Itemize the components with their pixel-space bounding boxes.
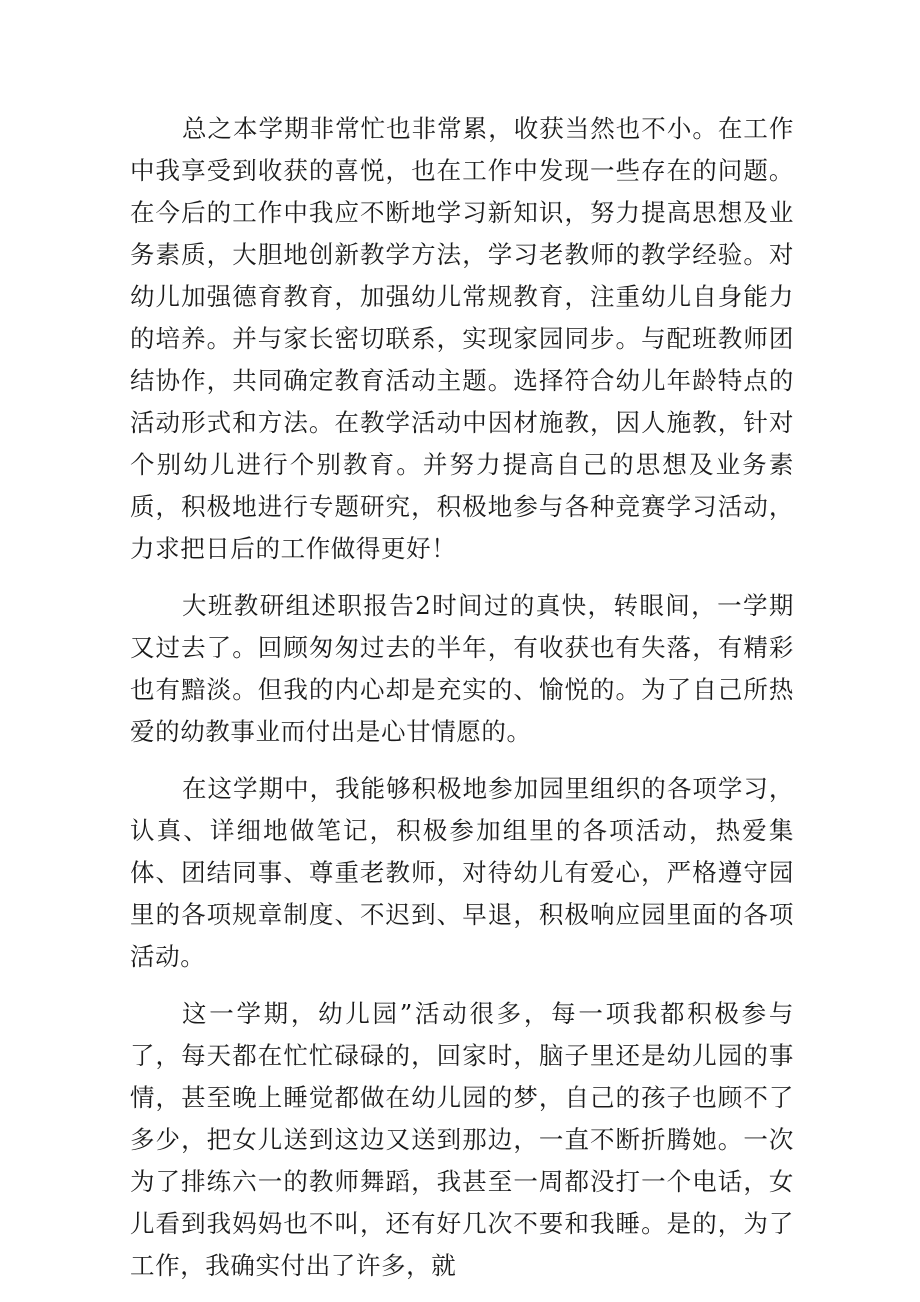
paragraph-summary: 总之本学期非常忙也非常累，收获当然也不小。在工作中我享受到收获的喜悦，也在工作中发现一些存在的问题。在今后的工作中我应不断地学习新知识，努力提高思想及业务素质，大胆地创新教学方法，学习老教师的教学经验。对幼儿加强德育教育，加强幼儿常规教育，注重幼儿自身能力的培养。并与家长密切联系，实现家园同步。与配班教师团结协作，共同确定教育活动主题。选择符合幼儿年龄特点的活动形式和方法。在教学活动中因材施教，因人施教，针对个别幼儿进行个别教育。并努力提高自己的思想及业务素质，积极地进行专题研究，积极地参与各种竞赛学习活动，力求把日后的工作做得更好！ [130, 114, 794, 563]
document-body [130, 108, 794, 1302]
paragraph-study: 在这学期中，我能够积极地参加园里组织的各项学习，认真、详细地做笔记，积极参加组里的各项活动，热爱集体、团结同事、尊重老教师，对待幼儿有爱心，严格遵守园里的各项规章制度、不迟到、早退，积极响应园里面的各项活动。 [130, 774, 794, 971]
paragraph-report-intro: 大班教研组述职报告2时间过的真快，转眼间，一学期又过去了。回顾匆匆过去的半年，有收获也有失落，有精彩也有黯淡。但我的内心却是充实的、愉悦的。为了自己所热爱的幼教事业而付出是心甘情愿的。 [130, 591, 794, 746]
paragraph-activities: 这一学期，幼儿园”活动很多，每一项我都积极参与了，每天都在忙忙碌碌的，回家时，脑子里还是幼儿园的事情，甚至晚上睡觉都做在幼儿园的梦，自己的孩子也顾不了多少，把女儿送到这边又送到那边，一直不断折腾她。一次为了排练六一的教师舞蹈，我甚至一周都没打一个电话，女儿看到我妈妈也不叫，还有好几次不要和我睡。是的，为了工作，我确实付出了许多，就 [130, 999, 794, 1280]
